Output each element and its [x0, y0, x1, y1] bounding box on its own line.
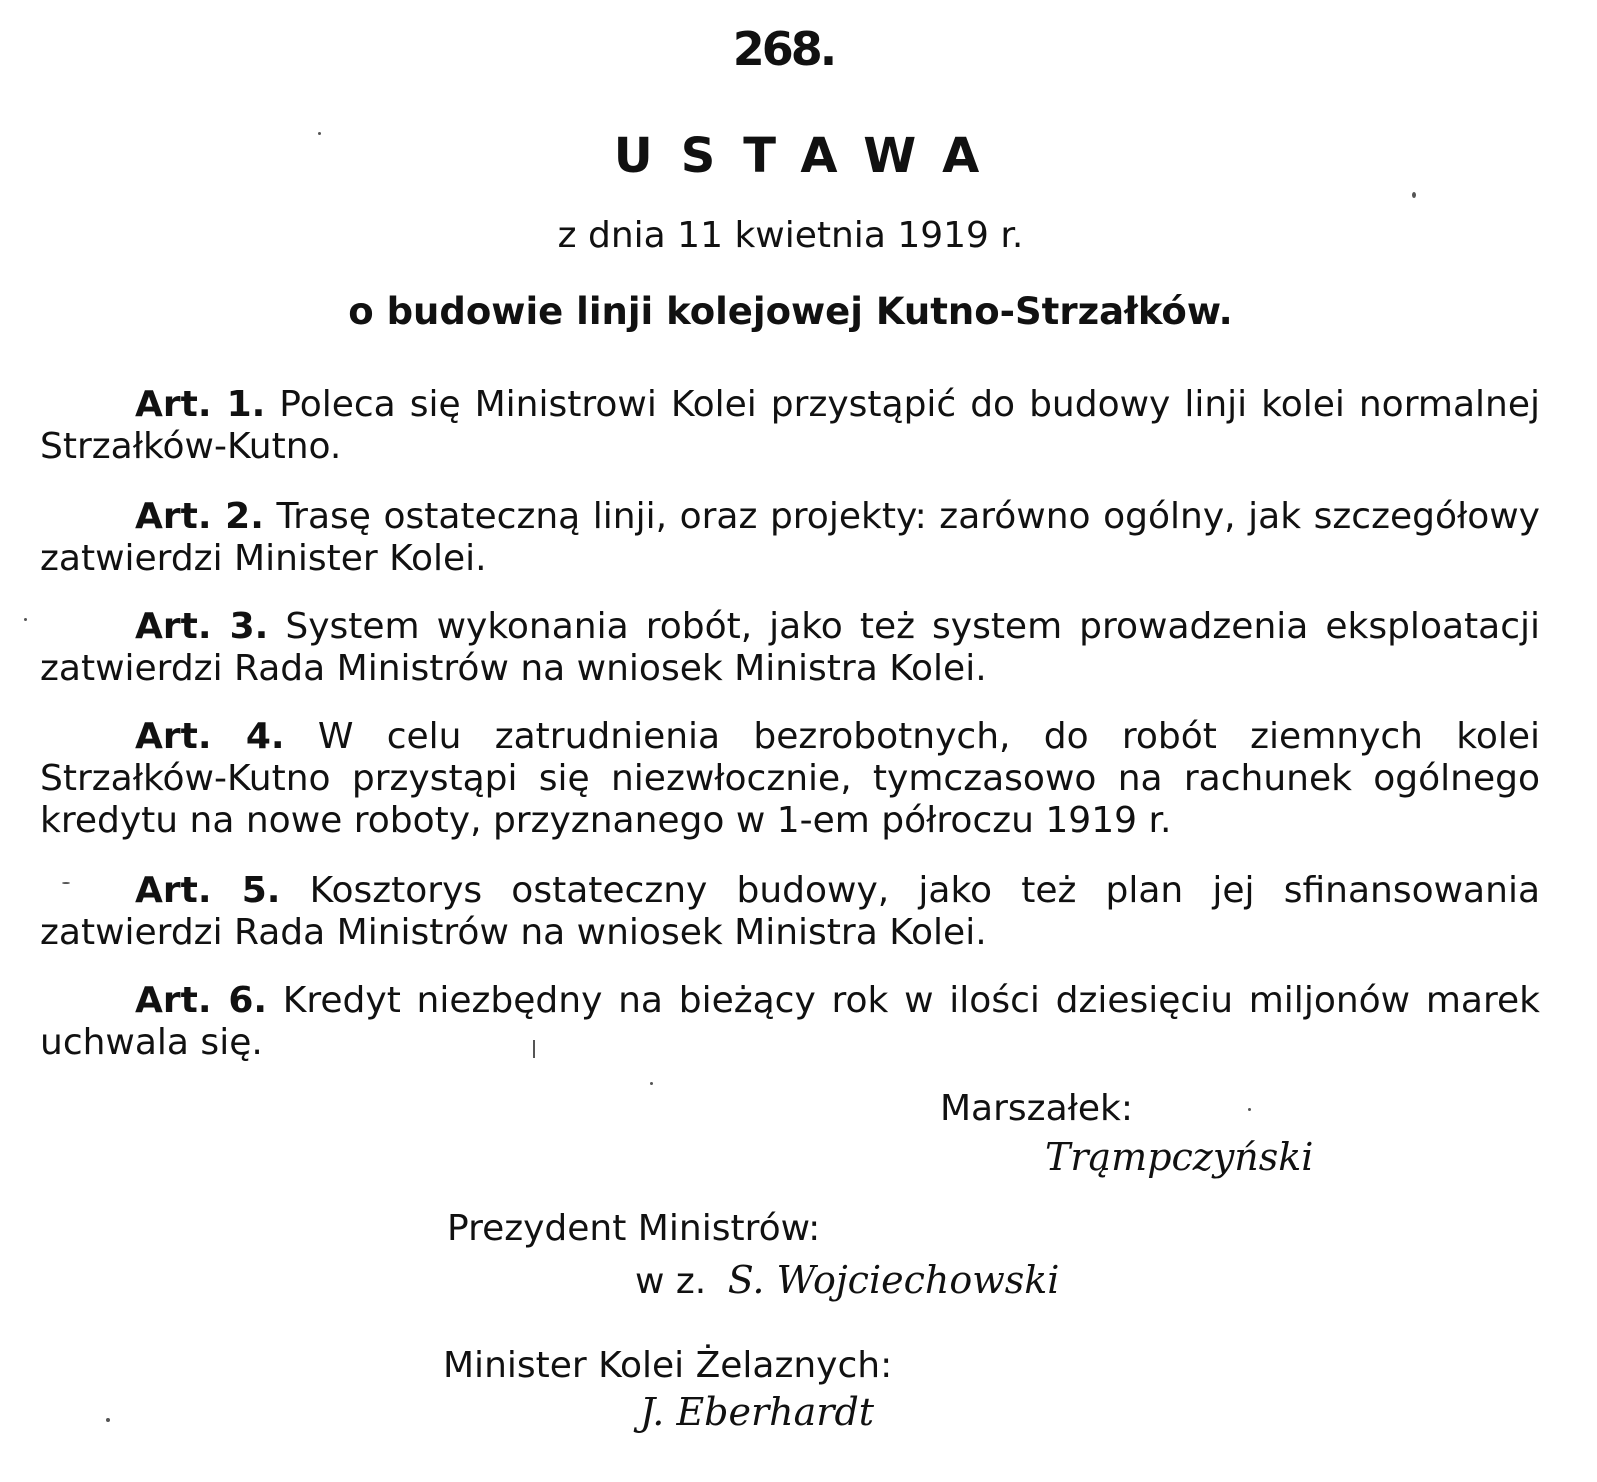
scan-speck	[1412, 192, 1416, 198]
article-text: Kredyt niezbędny na bieżący rok w ilości dziesięciu miljonów marek uchwala się.	[40, 980, 1540, 1063]
president-name: S. Wojciechowski	[727, 1258, 1060, 1302]
minister-title: Minister Kolei Żelaznych:	[443, 1345, 893, 1386]
document-type-heading: USTAWA	[613, 128, 1008, 184]
article-text: W celu zatrudnienia bezrobotnych, do robót ziemnych kolei Strzałków-Kutno przystąpi się niezwłocznie, tymczasowo na rachunek ogólnego kredytu na nowe roboty, przyznanego w 1-em półroczu 1919 r.	[40, 716, 1540, 841]
president-signature	[635, 1258, 1059, 1302]
article-3	[40, 606, 1540, 690]
scan-speck	[533, 1040, 535, 1058]
scan-speck	[650, 1082, 653, 1085]
minister-signature: J. Eberhardt	[640, 1390, 875, 1434]
marshal-title: Marszałek:	[940, 1088, 1133, 1129]
scan-speck	[318, 132, 321, 135]
article-6	[40, 980, 1540, 1064]
article-label: Art. 4.	[135, 716, 285, 757]
article-text: System wykonania robót, jako też system prowadzenia eksploatacji zatwierdzi Rada Ministrów na wniosek Ministra Kolei.	[40, 606, 1540, 689]
scan-speck	[106, 1418, 110, 1422]
article-label: Art. 1.	[135, 384, 266, 425]
document-subject: o budowie linji kolejowej Kutno-Strzałków.	[348, 290, 1233, 333]
article-4	[40, 716, 1540, 842]
scan-speck	[24, 618, 27, 621]
scan-speck	[1248, 1108, 1251, 1111]
article-label: Art. 5.	[135, 870, 281, 911]
article-text: Poleca się Ministrowi Kolei przystąpić do budowy linji kolei normalnej Strzałków-Kutno.	[40, 384, 1540, 467]
president-prefix: w z.	[635, 1261, 707, 1302]
page-number: 268.	[732, 22, 835, 76]
scan-speck	[62, 882, 70, 884]
document-date: z dnia 11 kwietnia 1919 r.	[557, 215, 1024, 256]
article-text: Trasę ostateczną linji, oraz projekty: zarówno ogólny, jak szczegółowy zatwierdzi Minister Kolei.	[40, 496, 1540, 579]
article-text: Kosztorys ostateczny budowy, jako też plan jej sfinansowania zatwierdzi Rada Ministrów na wniosek Ministra Kolei.	[40, 870, 1541, 953]
president-title: Prezydent Ministrów:	[447, 1208, 821, 1249]
article-label: Art. 6.	[135, 980, 268, 1021]
marshal-signature: Trąmpczyński	[1045, 1135, 1314, 1179]
article-2	[40, 496, 1540, 580]
article-1	[40, 384, 1540, 468]
article-5	[40, 870, 1540, 954]
article-label: Art. 2.	[135, 496, 264, 537]
article-label: Art. 3.	[135, 606, 269, 647]
